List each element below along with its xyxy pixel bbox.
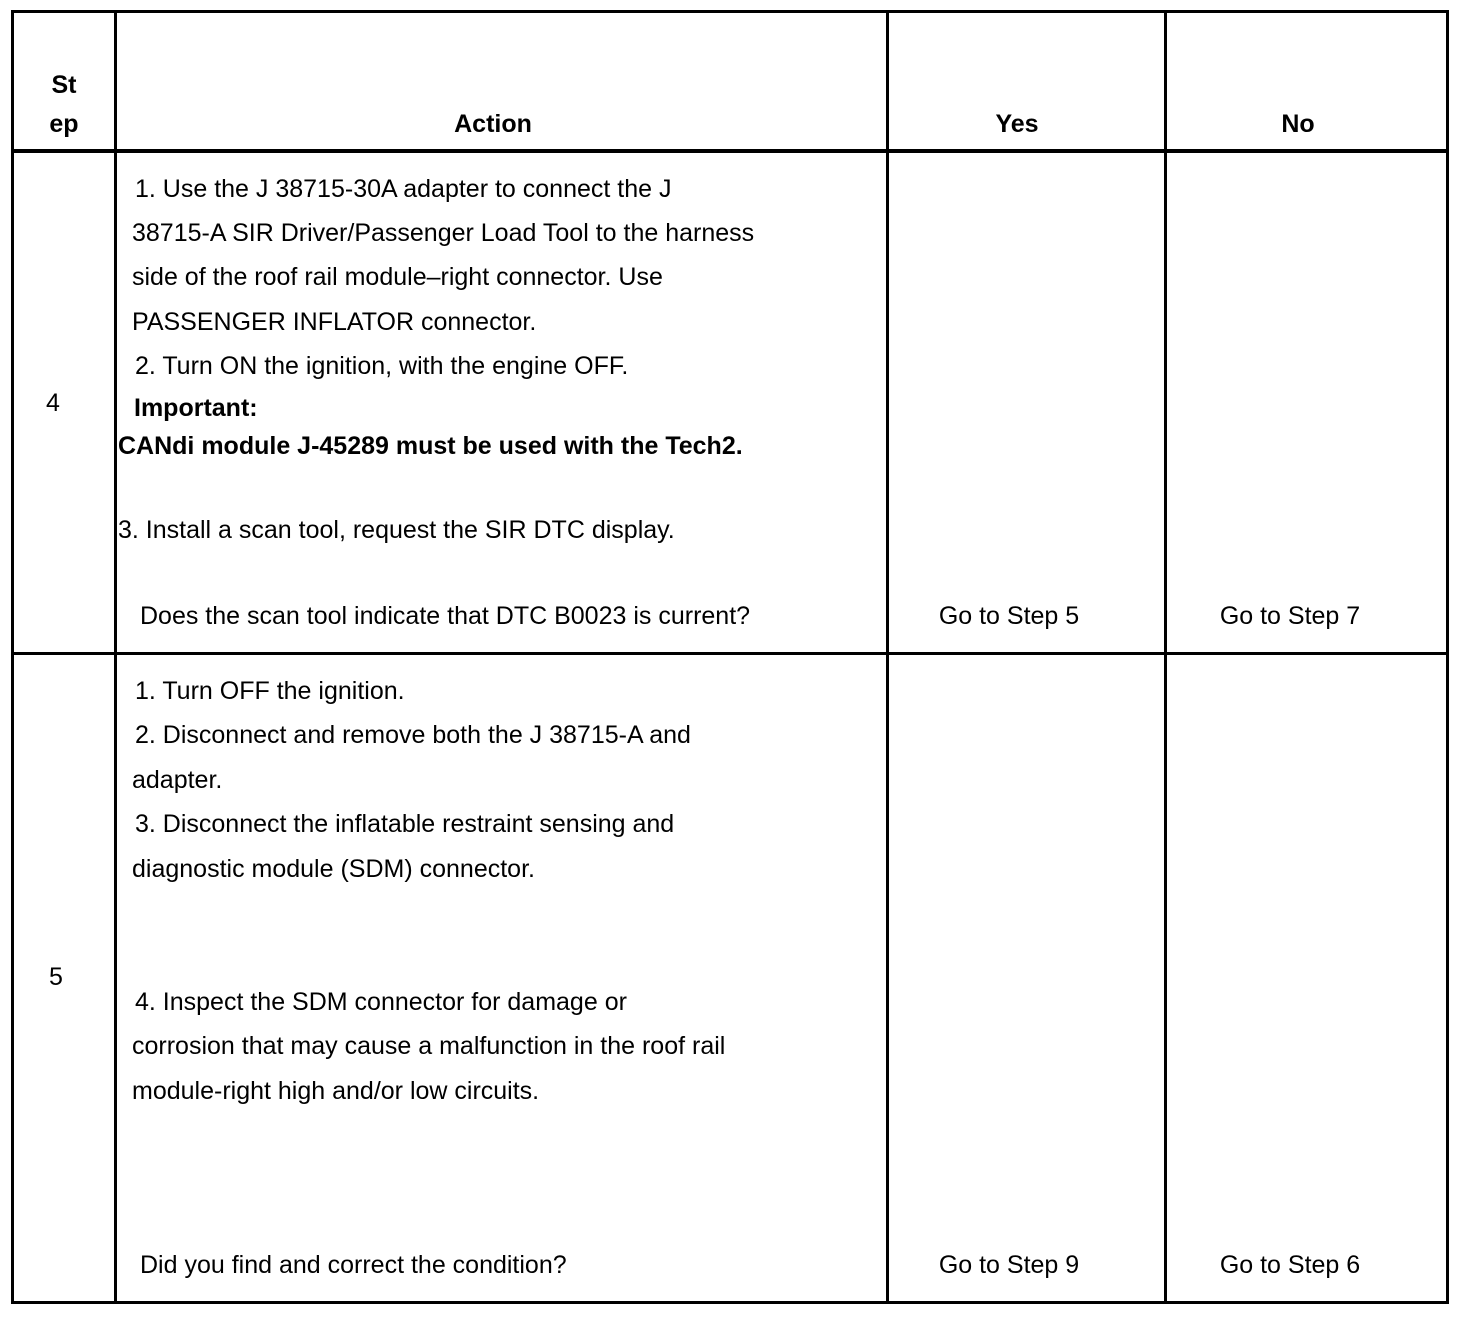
step-question: Does the scan tool indicate that DTC B0023 is current? xyxy=(140,602,751,630)
action-line: 1. Use the J 38715-30A adapter to connect the J xyxy=(135,175,672,203)
table-left-border xyxy=(11,10,14,1304)
step-column-divider xyxy=(114,10,117,1304)
action-line: side of the roof rail module–right connector. Use xyxy=(132,263,663,291)
action-line: adapter. xyxy=(132,766,223,794)
action-line: 2. Turn ON the ignition, with the engine OFF. xyxy=(135,352,629,380)
table-row-step-number: 5 xyxy=(49,963,63,991)
action-line: 2. Disconnect and remove both the J 38715-A and xyxy=(135,721,691,749)
action-line: 3. Install a scan tool, request the SIR DTC display. xyxy=(118,516,675,544)
action-line: 3. Disconnect the inflatable restraint sensing and xyxy=(135,810,675,838)
yes-result: Go to Step 5 xyxy=(938,602,1080,630)
yes-column-divider xyxy=(1164,10,1167,1304)
action-line: PASSENGER INFLATOR connector. xyxy=(132,308,537,336)
header-step-line2: ep xyxy=(49,110,79,138)
table-top-border xyxy=(11,10,1449,13)
header-step-line1: St xyxy=(51,71,77,99)
action-line: diagnostic module (SDM) connector. xyxy=(132,855,535,883)
action-line: 38715-A SIR Driver/Passenger Load Tool to the harness xyxy=(132,219,755,247)
header-yes: Yes xyxy=(995,110,1039,138)
no-result: Go to Step 6 xyxy=(1219,1251,1361,1279)
row-divider xyxy=(11,652,1449,655)
diagnostic-table xyxy=(11,10,1449,1306)
yes-result: Go to Step 9 xyxy=(938,1251,1080,1279)
action-line: 1. Turn OFF the ignition. xyxy=(135,677,405,705)
header-no: No xyxy=(1281,110,1315,138)
table-row-step-number: 4 xyxy=(46,389,60,417)
header-bottom-border xyxy=(11,149,1449,153)
action-line: module-right high and/or low circuits. xyxy=(132,1077,540,1105)
action-line: corrosion that may cause a malfunction in the roof rail xyxy=(132,1032,726,1060)
action-column-divider xyxy=(886,10,889,1304)
table-right-border xyxy=(1446,10,1449,1304)
action-line: 4. Inspect the SDM connector for damage or xyxy=(135,988,627,1016)
table-bottom-border xyxy=(11,1301,1449,1304)
step-question: Did you find and correct the condition? xyxy=(140,1251,567,1279)
important-label: Important: xyxy=(134,394,258,422)
header-action: Action xyxy=(454,110,532,138)
important-note: CANdi module J-45289 must be used with the Tech2. xyxy=(118,432,743,460)
no-result: Go to Step 7 xyxy=(1219,602,1361,630)
